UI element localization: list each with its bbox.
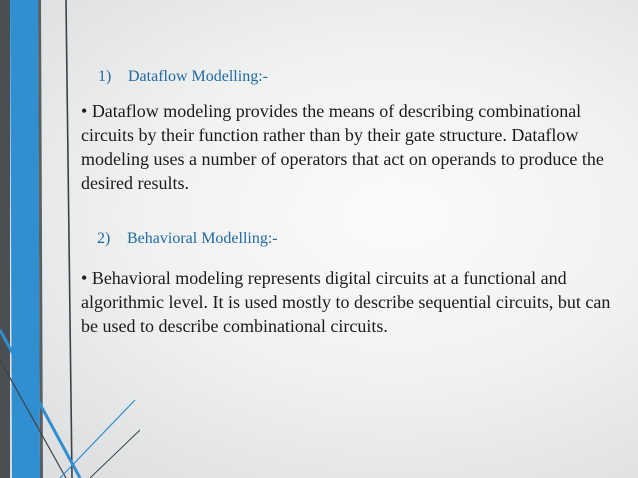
section-body-dataflow [81, 99, 626, 195]
section-title: Dataflow Modelling:- [128, 68, 268, 85]
section-number: 1) [98, 68, 112, 85]
section-heading-behavioral [97, 230, 278, 248]
side-band-dark [0, 0, 10, 478]
section-number: 2) [97, 230, 111, 247]
body-paragraph: Dataflow modeling provides the means of describing combinational circuits by their function rather than by their gate structure. Dataflow modeling uses a number of operators that act on operands to produce the desired results. [81, 101, 604, 193]
side-band-blue [10, 0, 40, 478]
section-title: Behavioral Modelling:- [127, 230, 278, 247]
deco-line [90, 430, 140, 478]
bullet: • [81, 268, 88, 288]
bullet: • [81, 101, 88, 121]
section-body-behavioral [81, 266, 626, 338]
deco-line [66, 0, 72, 478]
section-heading-dataflow [98, 68, 268, 86]
body-paragraph: Behavioral modeling represents digital circuits at a functional and algorithmic level. It is used mostly to describe sequential circuits, but can be used to describe combinational circuits. [81, 268, 611, 336]
